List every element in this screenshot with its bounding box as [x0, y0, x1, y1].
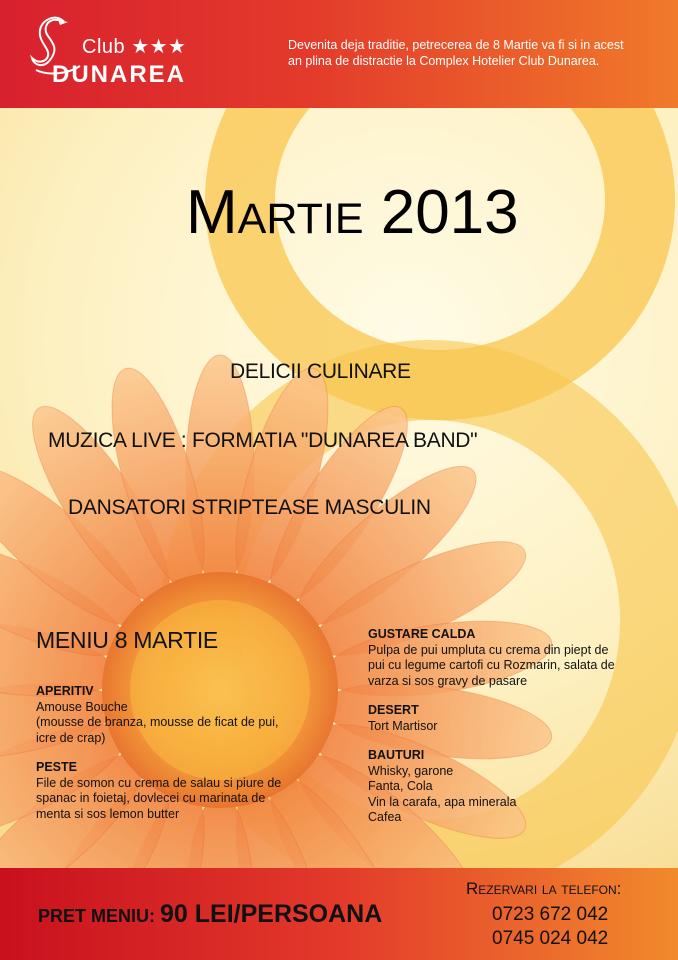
menu-line: Amouse Bouche: [36, 699, 128, 714]
reservation-label: [466, 879, 621, 899]
club-logo: [24, 14, 194, 94]
menu-line: Cafea: [368, 810, 402, 824]
section-heading: APERITIV: [36, 684, 94, 698]
menu-line: menta si sos lemon butter: [36, 806, 180, 821]
menu-line: Fanta, Cola: [368, 779, 433, 793]
section-heading: BAUTURI: [368, 748, 425, 762]
feature-dancers: DANSATORI STRIPTEASE MASCULIN: [68, 496, 431, 519]
section-heading: DESERT: [368, 703, 419, 717]
phone-number: 0745 024 042: [492, 928, 609, 949]
price-label: PRET MENIU:: [38, 906, 161, 926]
feature-live-music: MUZICA LIVE : FORMATIA "DUNAREA BAND": [48, 429, 478, 452]
intro-line: Devenita deja traditie, petrecerea de 8 Martie va fi si in acest: [288, 38, 624, 52]
menu-line: Vin la carafa, apa minerala: [368, 794, 517, 809]
menu-right-column: [368, 627, 668, 840]
phone-number: 0723 672 042: [492, 904, 609, 925]
menu-left-column: [36, 684, 336, 836]
menu-line: pui cu legume cartofi cu Rozmarin, salata de: [368, 658, 615, 672]
logo-club-text: Club ★★★: [82, 36, 187, 58]
page-title: Martie 2013: [186, 178, 519, 247]
intro-text: [288, 37, 658, 69]
section-heading: GUSTARE CALDA: [368, 627, 476, 641]
menu-section-desert: [368, 703, 668, 734]
menu-line: Whisky, garone: [368, 763, 454, 778]
menu-title: MENIU 8 MARTIE: [36, 627, 218, 653]
menu-section-aperitiv: [36, 684, 336, 746]
intro-line: an plina de distractie la Complex Hotelier Club Dunarea.: [288, 54, 600, 68]
menu-price: [38, 900, 382, 929]
logo-name-text: DUNAREA: [52, 61, 186, 88]
menu-line: (mousse de branza, mousse de ficat de pui,: [36, 715, 279, 729]
menu-line: icre de crap): [36, 730, 106, 745]
menu-section-peste: [36, 760, 336, 822]
menu-section-gustare: [368, 627, 668, 689]
menu-line: varza si sos gravy de pasare: [368, 673, 528, 688]
menu-section-bauturi: [368, 748, 668, 826]
menu-line: Tort Martisor: [368, 718, 438, 733]
feature-culinary: DELICII CULINARE: [230, 360, 411, 383]
section-heading: PESTE: [36, 760, 77, 774]
reservation-label-text: Rezervari la telefon:: [466, 879, 622, 898]
menu-line: File de somon cu crema de salau si piure de: [36, 775, 282, 790]
menu-line: spanac in foietaj, dovlecei cu marinata de: [36, 791, 266, 805]
menu-line: Pulpa de pui umpluta cu crema din piept de: [368, 642, 609, 657]
price-amount: 90 LEI/PERSOANA: [160, 900, 383, 928]
